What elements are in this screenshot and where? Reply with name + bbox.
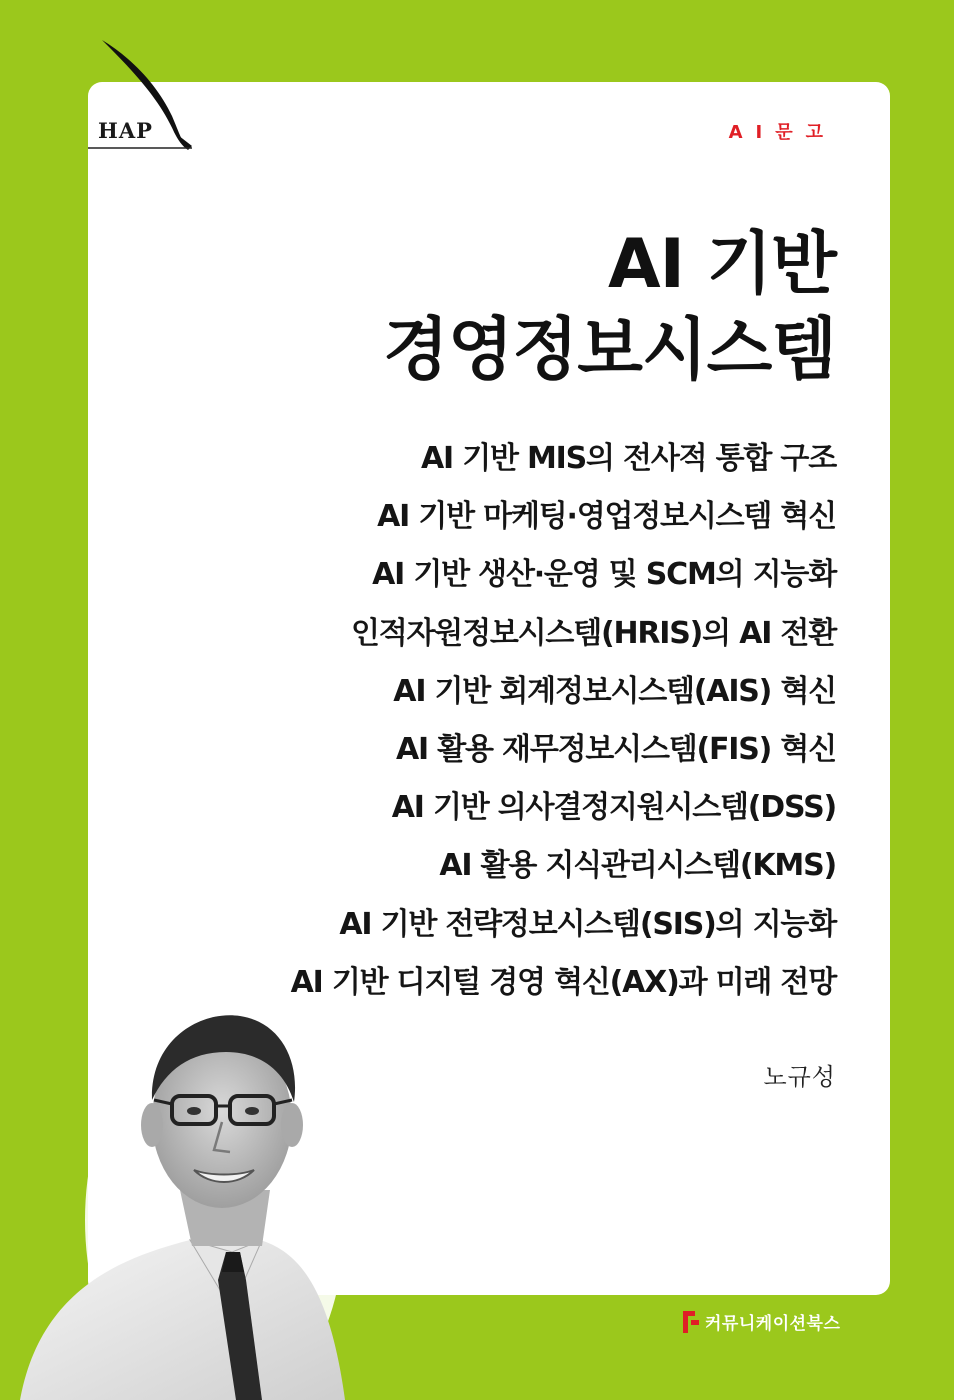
contents-item: AI 기반 디지털 경영 혁신(AX)과 미래 전망 [290, 964, 836, 1000]
book-title-line-2: 경영정보시스템 [383, 311, 836, 390]
publisher [683, 1309, 840, 1334]
hap-logo-text: HAP [98, 118, 153, 143]
contents-list [291, 430, 836, 1012]
author-portrait-image [0, 990, 390, 1400]
author-name: 노규성 [763, 1063, 836, 1091]
contents-item: AI 기반 전략정보시스템(SIS)의 지능화 [339, 906, 836, 942]
book-title-line-1: AI 기반 [608, 225, 836, 304]
series-label: AI문고 [728, 122, 836, 143]
book-title [383, 222, 836, 394]
publisher-name: 커뮤니케이션북스 [705, 1314, 841, 1334]
contents-item: AI 기반 의사결정지원시스템(DSS) [391, 790, 836, 826]
contents-item: AI 기반 마케팅·영업정보시스템 혁신 [377, 499, 836, 535]
contents-item: AI 활용 지식관리시스템(KMS) [439, 848, 836, 884]
contents-item: AI 기반 회계정보시스템(AIS) 혁신 [393, 673, 836, 709]
publisher-mark-icon [683, 1311, 699, 1333]
contents-item: 인적자원정보시스템(HRIS)의 AI 전환 [350, 615, 836, 651]
contents-item: AI 기반 생산·운영 및 SCM의 지능화 [372, 557, 836, 593]
contents-item: AI 기반 MIS의 전사적 통합 구조 [420, 441, 836, 476]
contents-item: AI 활용 재무정보시스템(FIS) 혁신 [396, 731, 836, 767]
